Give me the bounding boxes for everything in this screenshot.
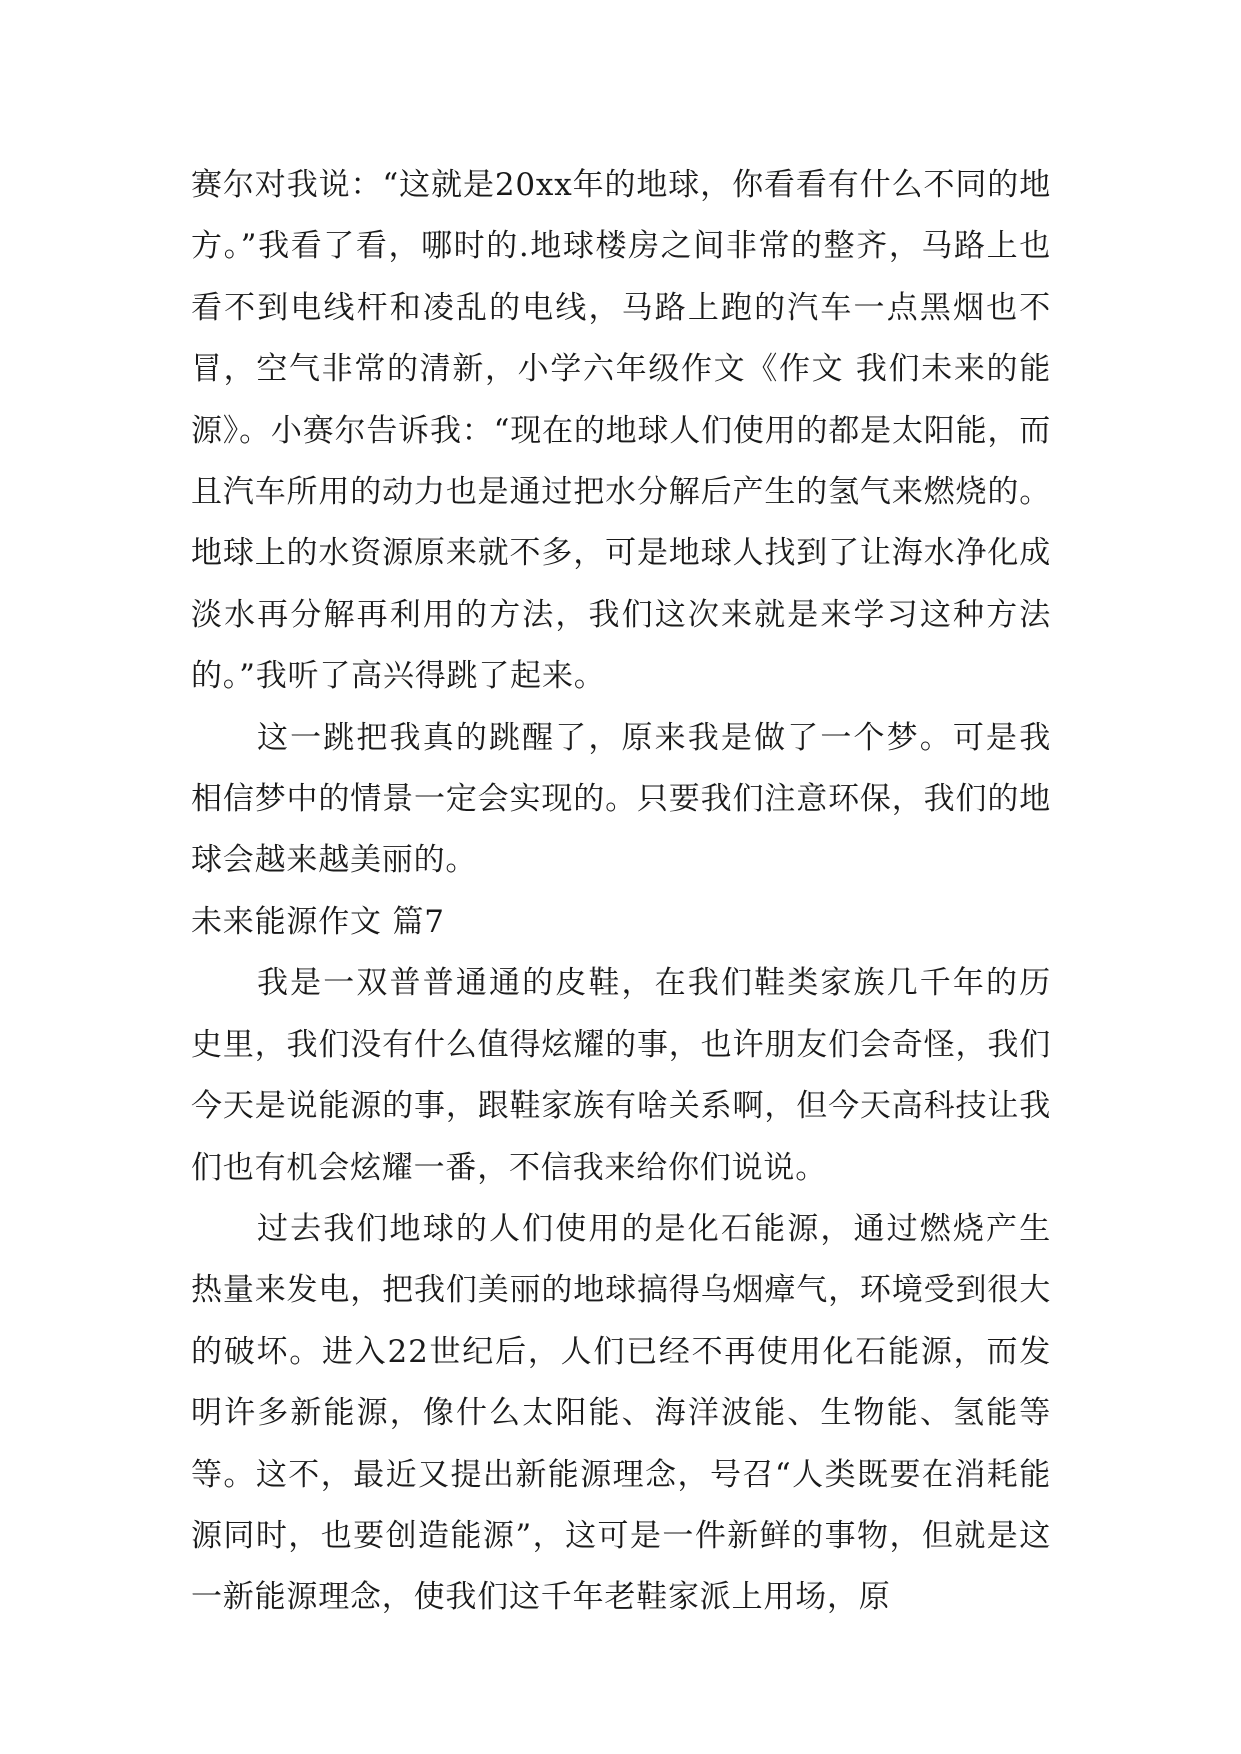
paragraph: 这一跳把我真的跳醒了，原来我是做了一个梦。可是我相信梦中的情景一定会实现的。只要我们注意环保，我们的地球会越来越美丽的。: [191, 719, 1051, 879]
section-heading: 未来能源作文 篇7: [191, 903, 445, 940]
document-body: [191, 155, 1051, 1629]
paragraph-continued: 赛尔对我说：“这就是20xx年的地球，你看看有什么不同的地方。”我看了看，哪时的.地球楼房之间非常的整齐，马路上也看不到电线杆和凌乱的电线，马路上跑的汽车一点黑烟也不冒，空气非常的清新，小学六年级作文《作文 我们未来的能源》。小赛尔告诉我：“现在的地球人们使用的都是太阳能，而且汽车所用的动力也是通过把水分解后产生的氢气来燃烧的。地球上的水资源原来就不多，可是地球人找到了让海水净化成淡水再分解再利用的方法，我们这次来就是来学习这种方法的。”我听了高兴得跳了起来。: [191, 167, 1051, 695]
paragraph: 过去我们地球的人们使用的是化石能源，通过燃烧产生热量来发电，把我们美丽的地球搞得乌烟瘴气，环境受到很大的破坏。进入22世纪后，人们已经不再使用化石能源，而发明许多新能源，像什么太阳能、海洋波能、生物能、氢能等等。这不，最近又提出新能源理念，号召“人类既要在消耗能源同时，也要创造能源”，这可是一件新鲜的事物，但就是这一新能源理念，使我们这千年老鞋家派上用场，原: [191, 1210, 1051, 1616]
paragraph: 我是一双普普通通的皮鞋，在我们鞋类家族几千年的历史里，我们没有什么值得炫耀的事，也许朋友们会奇怪，我们今天是说能源的事，跟鞋家族有啥关系啊，但今天高科技让我们也有机会炫耀一番，不信我来给你们说说。: [191, 965, 1051, 1186]
